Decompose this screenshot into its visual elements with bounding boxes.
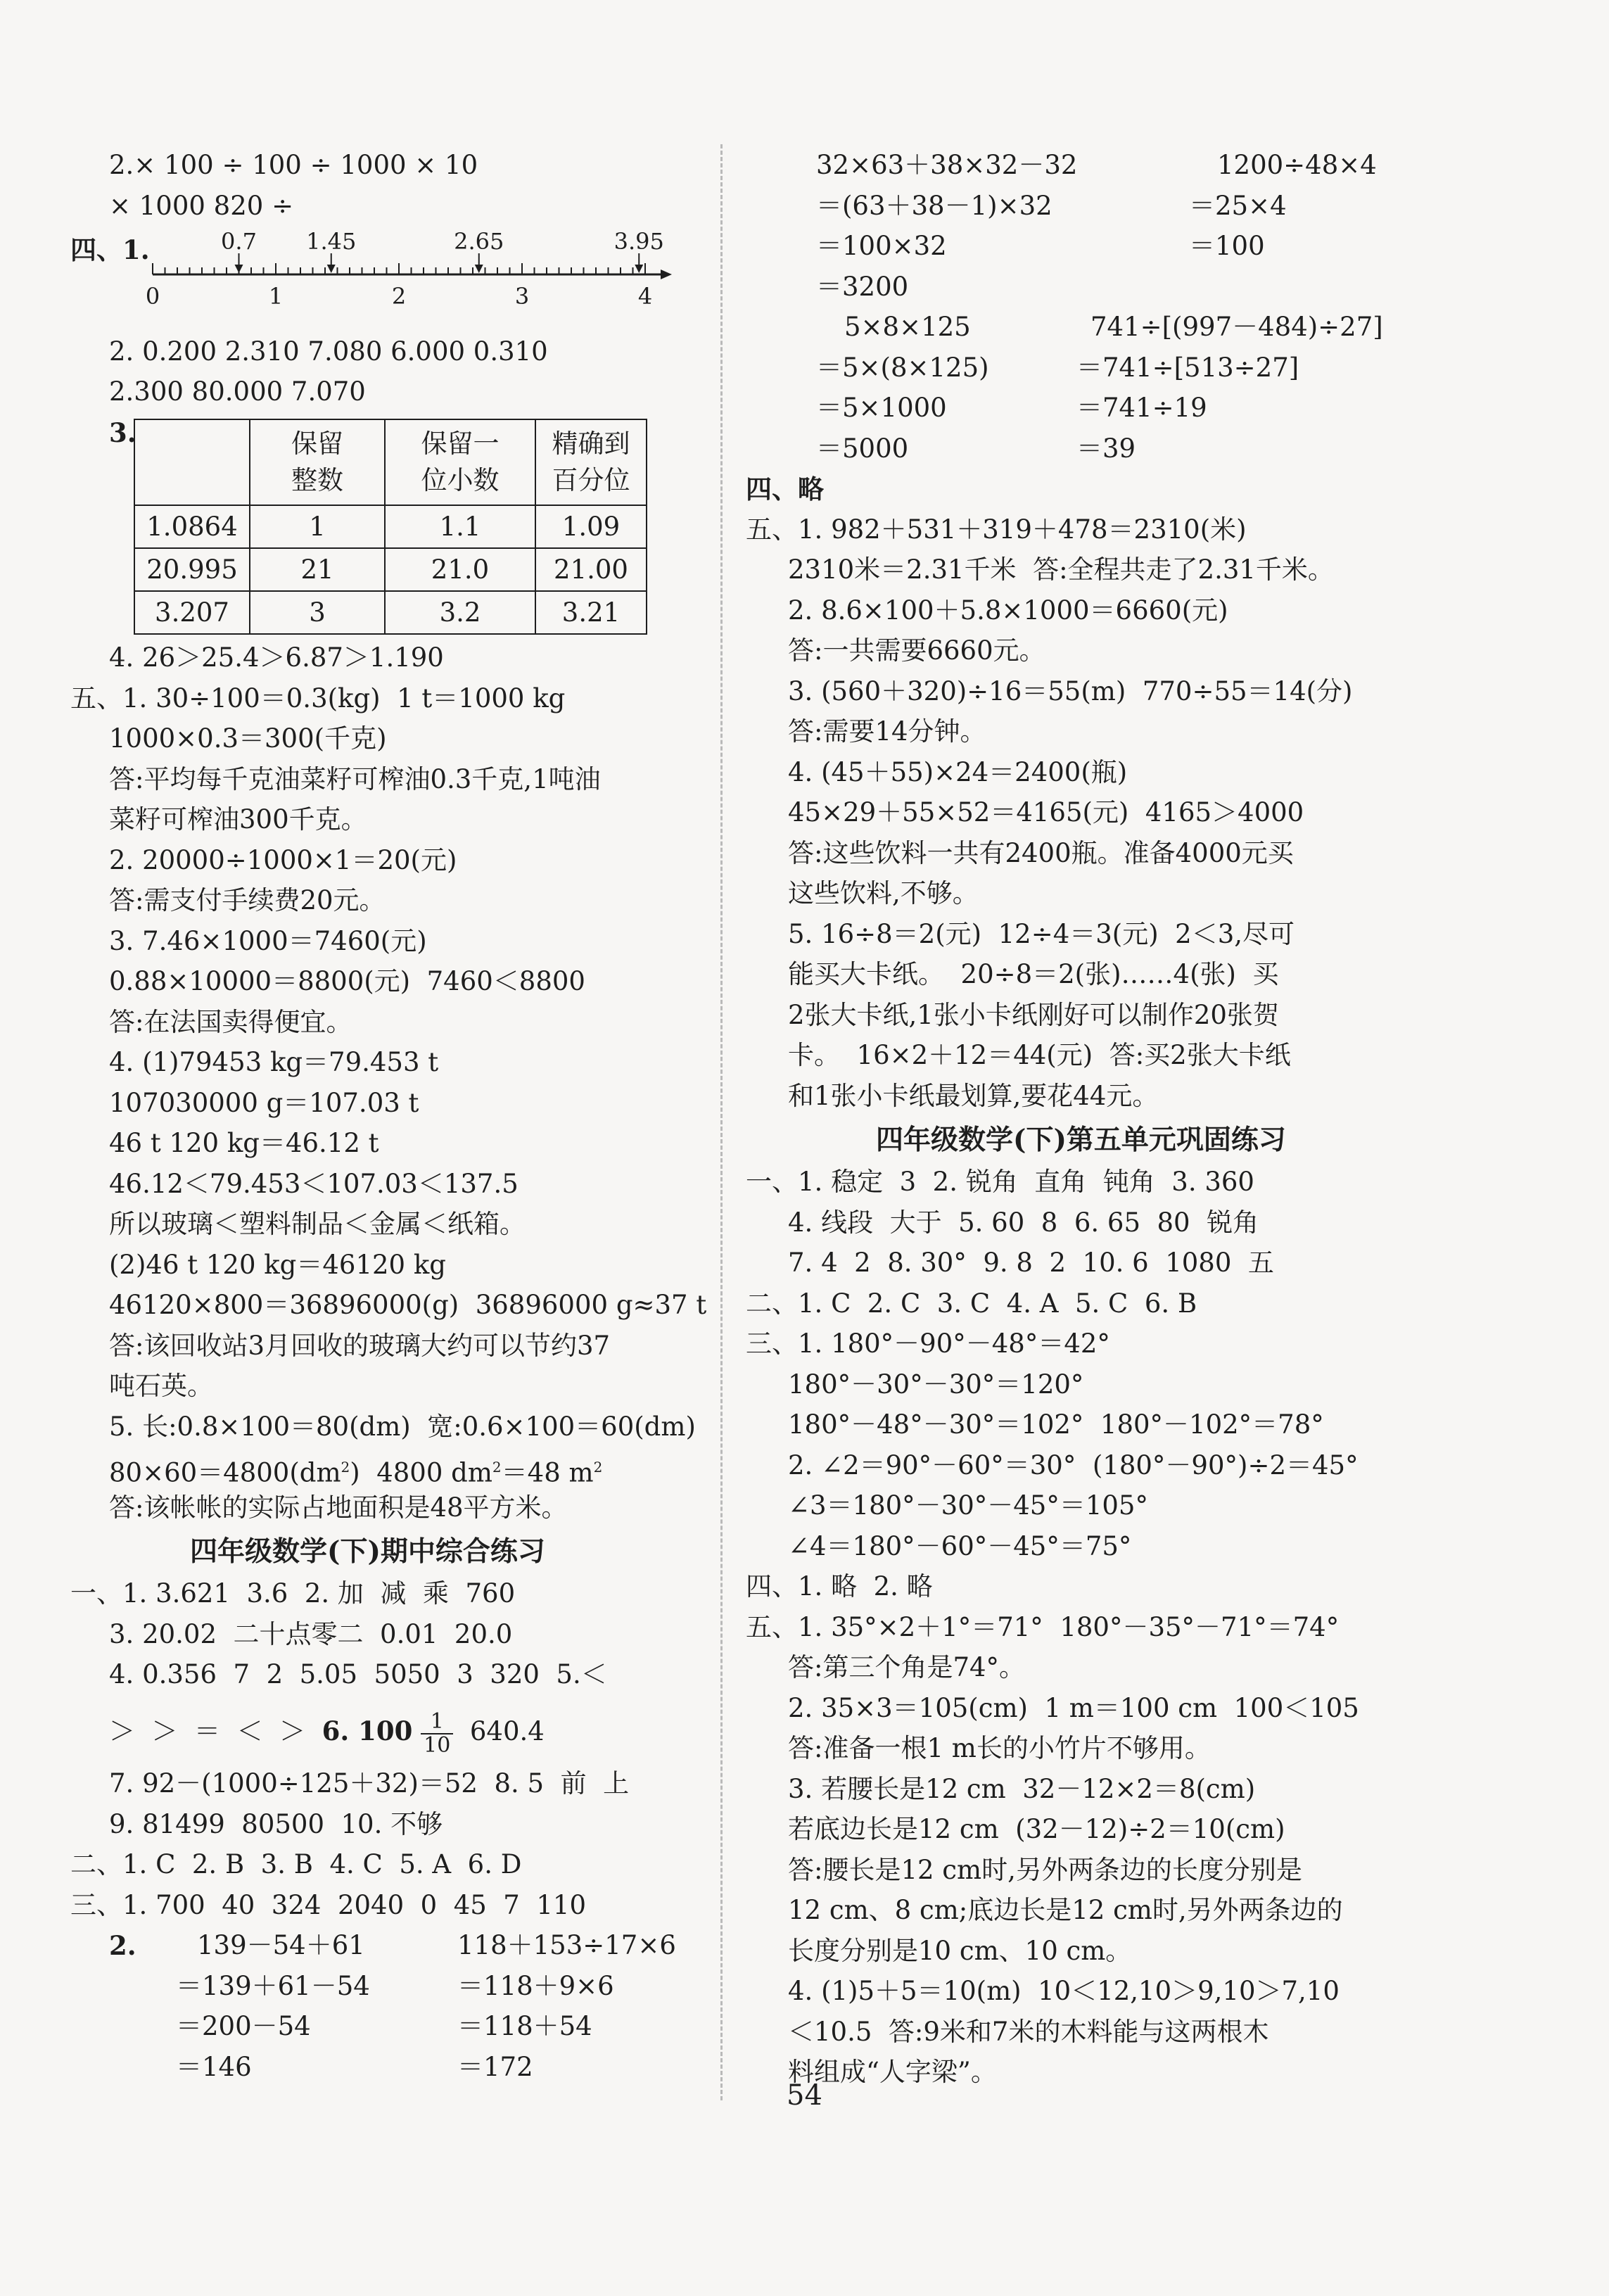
answer-line: 五、1. 30÷100＝0.3(kg) 1 t＝1000 kg: [70, 683, 566, 713]
answer-line: 五、1. 982＋531＋319＋478＝2310(米): [746, 514, 1247, 545]
section-title: 四年级数学(下)期中综合练习: [190, 1535, 545, 1568]
calc-step: 118＋153÷17×6: [457, 1930, 676, 1960]
table-cell: 3.207: [134, 591, 250, 634]
answer-line: 0.88×10000＝8800(元) 7460＜8800: [109, 966, 585, 996]
answer-line: 4. 线段 大于 5. 60 8 6. 65 80 锐角: [788, 1207, 1259, 1238]
calc-step: 32×63＋38×32－32: [816, 150, 1078, 180]
rounding-table: [134, 419, 647, 635]
calc-step: 5×8×125: [844, 312, 971, 342]
answer-line: 3. (560＋320)÷16＝55(m) 770÷55＝14(分): [788, 676, 1353, 706]
tick-label: 2: [391, 283, 407, 310]
tick-label: 4: [637, 283, 653, 310]
mark-label: 3.95: [613, 228, 664, 255]
calc-step: 139－54＋61: [197, 1930, 365, 1960]
table-header-cell: 保留 整数: [250, 419, 385, 505]
answer-line: 4. 0.356 7 2 5.05 5050 3 320 5.＜: [109, 1659, 607, 1689]
calc-step: 741÷[(997－484)÷27]: [1090, 312, 1383, 342]
answer-line: 5. 长:0.8×100＝80(dm) 宽:0.6×100＝60(dm): [109, 1412, 696, 1442]
answer-line: 2张大卡纸,1张小卡纸刚好可以制作20张贺: [788, 1000, 1279, 1030]
tick-label: 1: [268, 283, 284, 310]
answer-line: 三、1. 700 40 324 2040 0 45 7 110: [70, 1890, 586, 1920]
table-cell: 1.0864: [134, 505, 250, 548]
column-divider: [720, 144, 723, 2100]
mark-label: 0.7: [221, 228, 257, 255]
mark-arrow-head: [235, 265, 243, 273]
section-heading: 四、略: [746, 474, 824, 505]
calc-step: ＝(63＋38－1)×32: [816, 191, 1052, 221]
answer-line: 吨石英。: [109, 1371, 213, 1401]
number-line: [144, 228, 664, 326]
answer-line: 7. 4 2 8. 30° 9. 8 2 10. 6 1080 五: [788, 1248, 1274, 1278]
table-cell: 1.09: [535, 505, 647, 548]
answer-line: 1000×0.3＝300(千克): [109, 723, 387, 754]
answer-line: 一、1. 3.621 3.6 2. 加 减 乘 760: [70, 1578, 516, 1609]
calc-step: ＝25×4: [1189, 191, 1287, 221]
answer-line: 3. 若腰长是12 cm 32－12×2＝8(cm): [788, 1774, 1256, 1804]
answer-line: 这些饮料,不够。: [788, 878, 979, 908]
answer-line: 12 cm、8 cm;底边长是12 cm时,另外两条边的: [788, 1895, 1343, 1925]
calc-step: ＝139＋61－54: [176, 1971, 370, 2001]
answer-line: 二、1. C 2. C 3. C 4. A 5. C 6. B: [746, 1288, 1197, 1319]
table-cell: 21.00: [535, 548, 647, 591]
section-title: 四年级数学(下)第五单元巩固练习: [876, 1124, 1286, 1156]
answer-line: 四、1. 略 2. 略: [746, 1571, 933, 1602]
answer-line: 一、1. 稳定 3 2. 锐角 直角 钝角 3. 360: [746, 1167, 1254, 1197]
table-header-cell: [134, 419, 250, 505]
answer-line: 4. (1)5＋5＝10(m) 10＜12,10＞9,10＞7,10: [788, 1976, 1340, 2006]
calc-step: ＝172: [457, 2052, 533, 2082]
answer-line: (2)46 t 120 kg＝46120 kg: [109, 1250, 446, 1280]
answer-line: 答:在法国卖得便宜。: [109, 1007, 352, 1037]
answer-line: 180°－48°－30°＝102° 180°－102°＝78°: [788, 1409, 1324, 1440]
answer-line: 2.× 100 ÷ 100 ÷ 1000 × 10: [109, 150, 478, 180]
answer-line: 46 t 120 kg＝46.12 t: [109, 1128, 379, 1158]
answer-line: 2. 8.6×100＋5.8×1000＝6660(元): [788, 595, 1228, 626]
mark-label: 2.65: [454, 228, 504, 255]
calc-step: ＝741÷[513÷27]: [1076, 353, 1299, 383]
calc-step: ＝3200: [816, 272, 909, 302]
answer-line: 答:平均每千克油菜籽可榨油0.3千克,1吨油: [109, 764, 601, 794]
question-number: 3.: [109, 417, 136, 448]
answer-line: 答:一共需要6660元。: [788, 635, 1045, 666]
table-header-cell: 精确到 百分位: [535, 419, 647, 505]
number-line-arrowhead: [661, 269, 672, 279]
answer-line: 五、1. 35°×2＋1°＝71° 180°－35°－71°＝74°: [746, 1612, 1340, 1642]
mark-arrow-head: [635, 265, 643, 273]
answer-line: 答:需支付手续费20元。: [109, 885, 386, 915]
answer-line: 能买大卡纸。 20÷8＝2(张)……4(张) 买: [788, 959, 1279, 989]
answer-line: 4. (45＋55)×24＝2400(瓶): [788, 757, 1128, 787]
answer-line: 答:腰长是12 cm时,另外两条边的长度分别是: [788, 1855, 1302, 1885]
answer-line: 料组成“人字梁”。: [788, 2057, 997, 2087]
table-row: [134, 548, 647, 591]
answer-line: 9. 81499 80500 10. 不够: [109, 1809, 443, 1839]
calc-step: ＝100×32: [816, 231, 947, 261]
answer-line: 107030000 g＝107.03 t: [109, 1088, 419, 1118]
answer-line: 答:需要14分钟。: [788, 716, 986, 747]
table-header-cell: 保留一 位小数: [385, 419, 535, 505]
answer-line: 答:准备一根1 m长的小竹片不够用。: [788, 1733, 1211, 1763]
answer-line: × 1000 820 ÷: [109, 191, 294, 221]
answer-line: ＜10.5 答:9米和7米的木料能与这两根木: [788, 2017, 1269, 2047]
answer-line: 答:这些饮料一共有2400瓶。准备4000元买: [788, 838, 1294, 868]
calc-step: ＝5000: [816, 433, 909, 464]
table-cell: 3: [250, 591, 385, 634]
answer-line: 5. 16÷8＝2(元) 12÷4＝3(元) 2＜3,尽可: [788, 919, 1295, 949]
answer-line: 菜籽可榨油300千克。: [109, 804, 367, 835]
answer-line: 卡。 16×2＋12＝44(元) 答:买2张大卡纸: [788, 1040, 1291, 1070]
calc-step: ＝118＋54: [457, 2011, 592, 2041]
answer-line: 2. 35×3＝105(cm) 1 m＝100 cm 100＜105: [788, 1693, 1359, 1723]
mark-arrow-head: [475, 265, 483, 273]
calc-step: ＝5×(8×125): [816, 353, 989, 383]
answer-line: 长度分别是10 cm、10 cm。: [788, 1936, 1132, 1966]
answer-line: 三、1. 180°－90°－48°＝42°: [746, 1328, 1110, 1359]
answer-line: 二、1. C 2. B 3. B 4. C 5. A 6. D: [70, 1849, 522, 1879]
mark-arrow-head: [327, 265, 336, 273]
answer-line: 2310米＝2.31千米 答:全程共走了2.31千米。: [788, 554, 1334, 585]
answer-line: 3. 7.46×1000＝7460(元): [109, 926, 427, 956]
calc-step: ＝741÷19: [1076, 393, 1207, 423]
calc-step: ＝200－54: [176, 2011, 311, 2041]
answer-line: 答:该帐帐的实际占地面积是48平方米。: [109, 1492, 568, 1523]
table-cell: 1: [250, 505, 385, 548]
calc-step: ＝5×1000: [816, 393, 947, 423]
answer-line: 3. 20.02 二十点零二 0.01 20.0: [109, 1619, 513, 1649]
comparison-line: ＞ ＞ ＝ ＜ ＞ 6. 100 $\frac{1}{10}$ 640.4: [109, 1708, 545, 1758]
tick-label: 0: [145, 283, 160, 310]
answer-line: 和1张小卡纸最划算,要花44元。: [788, 1081, 1159, 1111]
table-row: [134, 505, 647, 548]
answer-line: 180°－30°－30°＝120°: [788, 1369, 1084, 1400]
fraction: $\frac{1}{10}$: [421, 1711, 453, 1757]
table-row: [134, 591, 647, 634]
answer-line: 2. 0.200 2.310 7.080 6.000 0.310: [109, 336, 548, 367]
area-equation-line: $80\times 60=4800(dm^2)$ 4800 $dm^2=48$ $m^2$: [109, 1457, 603, 1488]
table-cell: 20.995: [134, 548, 250, 591]
table-cell: 21: [250, 548, 385, 591]
answer-line: 4. 26＞25.4＞6.87＞1.190: [109, 642, 444, 673]
table-cell: 1.1: [385, 505, 535, 548]
calc-step: ＝146: [176, 2052, 252, 2082]
calc-step: 1200÷48×4: [1217, 150, 1377, 180]
answer-line: 所以玻璃＜塑料制品＜金属＜纸箱。: [109, 1209, 526, 1239]
tick-label: 3: [514, 283, 530, 310]
answer-line: 4. (1)79453 kg＝79.453 t: [109, 1047, 439, 1077]
calc-step: ＝100: [1189, 231, 1265, 261]
answer-line: 答:第三个角是74°。: [788, 1652, 1026, 1682]
answer-line: 46120×800＝36896000(g) 36896000 g≈37 t: [109, 1290, 707, 1320]
answer-line: ∠3＝180°－30°－45°＝105°: [788, 1490, 1148, 1521]
answer-line: 2. 20000÷1000×1＝20(元): [109, 845, 457, 875]
answer-line: 7. 92－(1000÷125＋32)＝52 8. 5 前 上: [109, 1768, 630, 1799]
section-heading: 四、1.: [70, 234, 150, 265]
answer-line: 46.12＜79.453＜107.03＜137.5: [109, 1169, 519, 1199]
answer-line: 答:该回收站3月回收的玻璃大约可以节约37: [109, 1331, 611, 1361]
question-number: 2.: [109, 1930, 136, 1961]
table-cell: 21.0: [385, 548, 535, 591]
table-cell: 3.21: [535, 591, 647, 634]
answer-line: 若底边长是12 cm (32－12)÷2＝10(cm): [788, 1814, 1285, 1844]
answer-line: 45×29＋55×52＝4165(元) 4165＞4000: [788, 797, 1304, 827]
answer-line: 2.300 80.000 7.070: [109, 376, 366, 407]
mark-label: 1.45: [306, 228, 357, 255]
calc-step: ＝118＋9×6: [457, 1971, 614, 2001]
page-number: 54: [787, 2079, 822, 2112]
number-line-ticks: [153, 263, 645, 274]
table-cell: 3.2: [385, 591, 535, 634]
answer-line: 2. ∠2＝90°－60°＝30° (180°－90°)÷2＝45°: [788, 1450, 1359, 1480]
calc-step: ＝39: [1076, 433, 1136, 464]
answer-line: ∠4＝180°－60°－45°＝75°: [788, 1531, 1132, 1561]
